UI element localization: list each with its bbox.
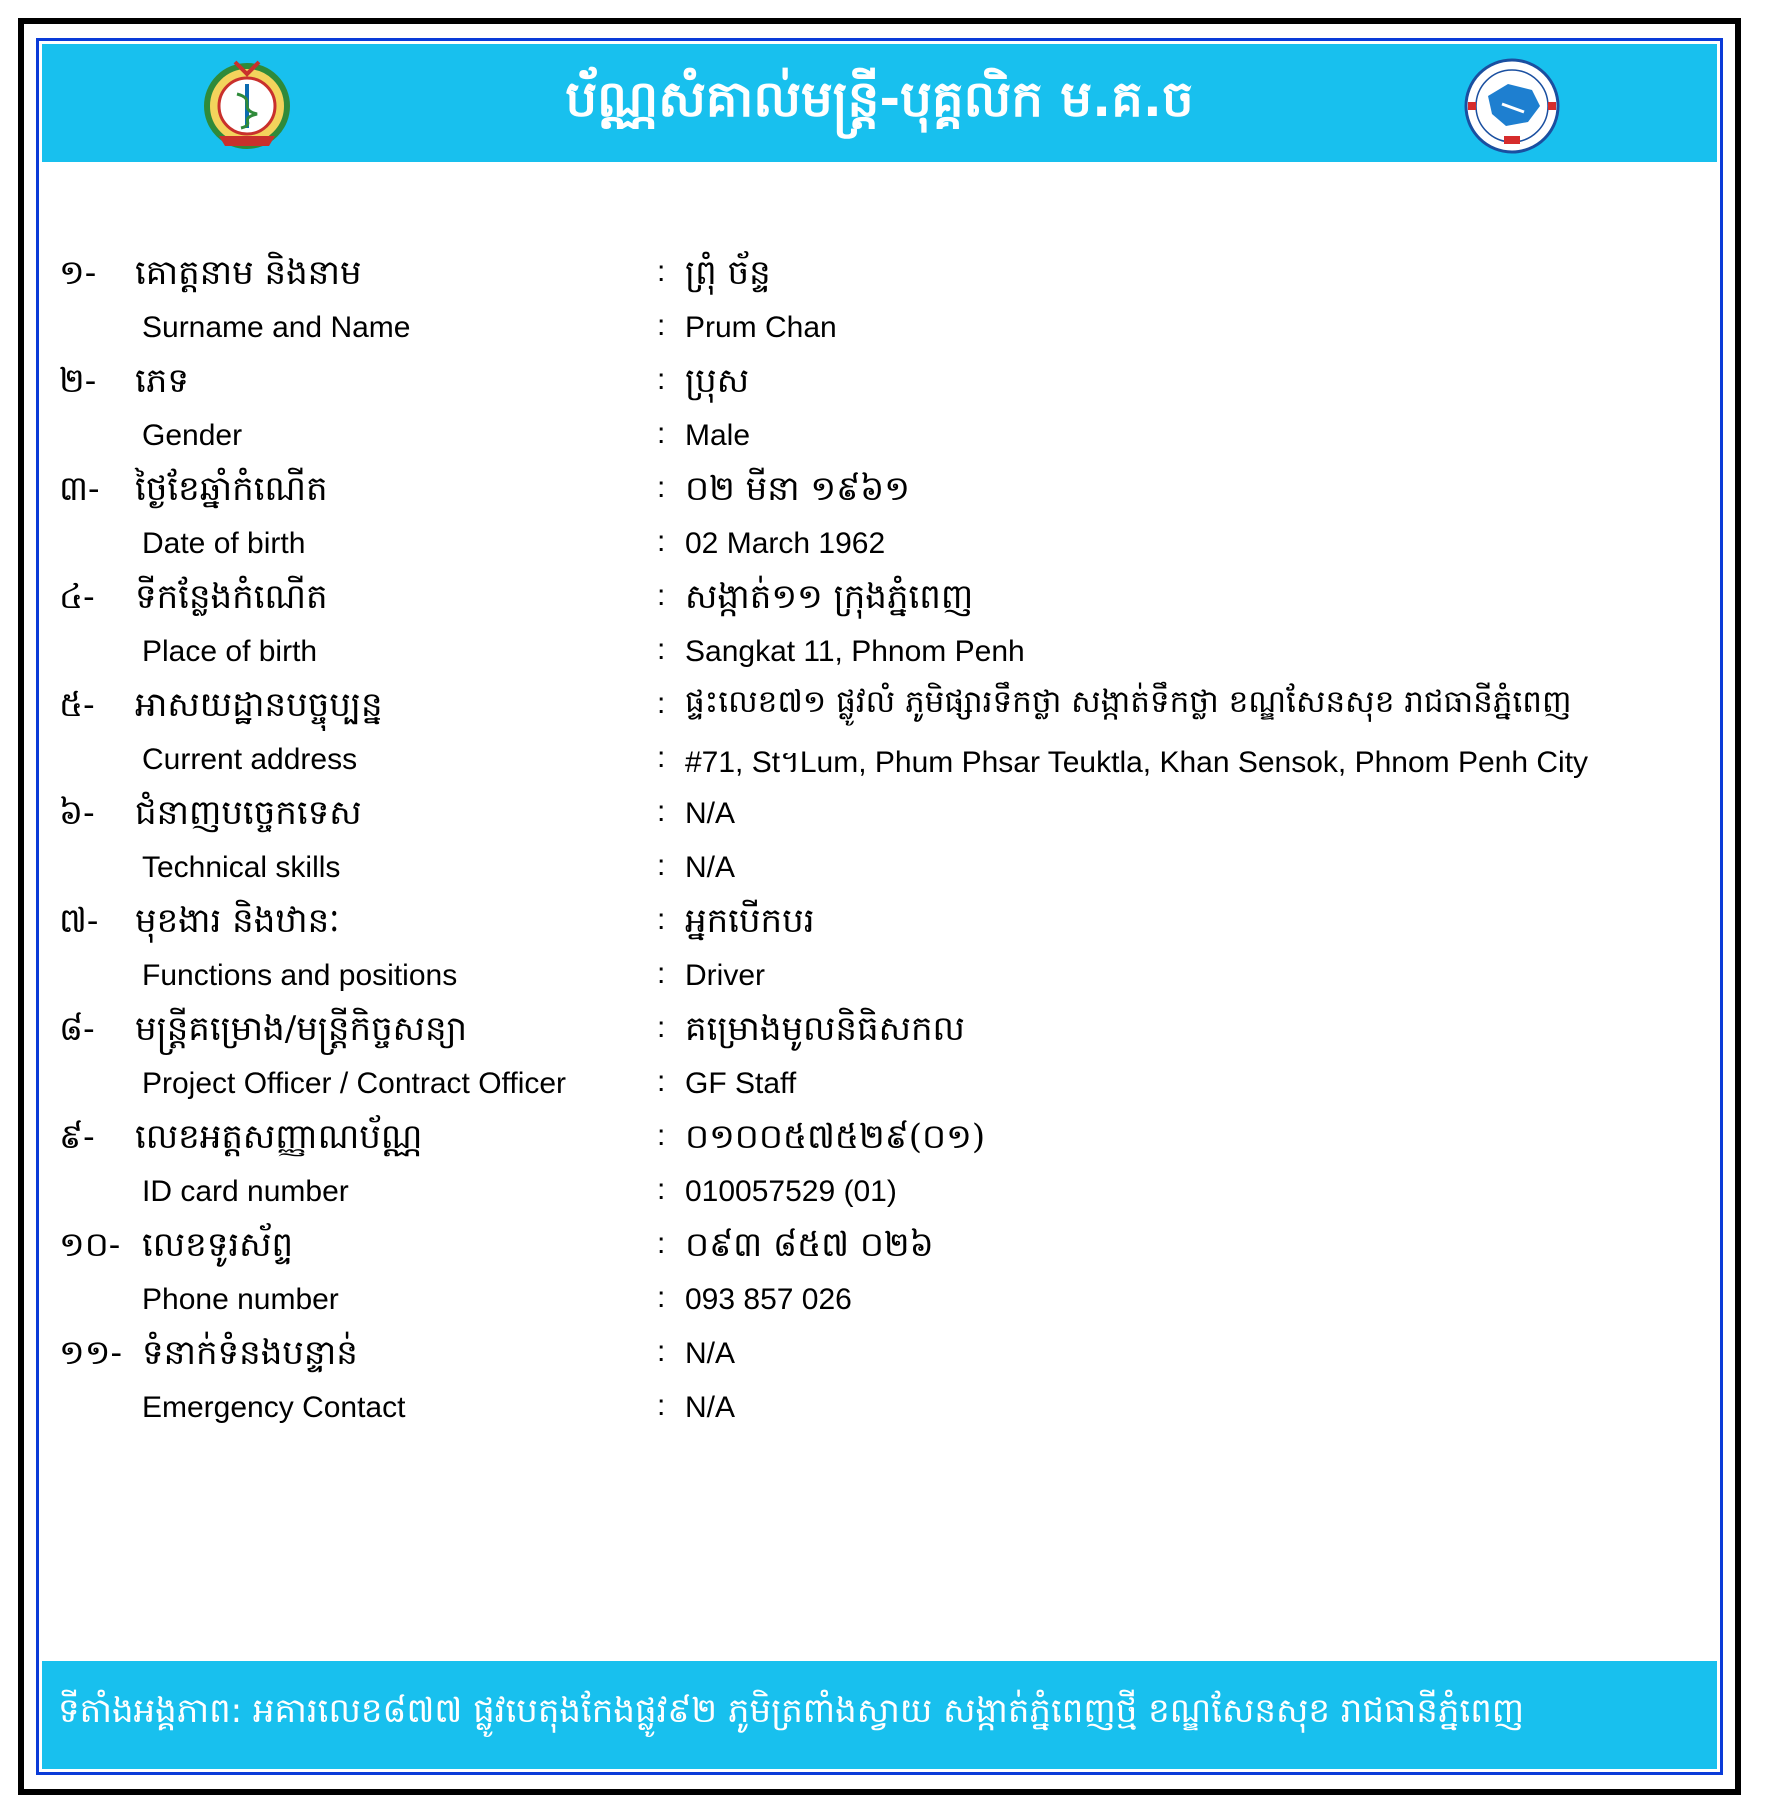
field-colon: : bbox=[657, 849, 666, 882]
field-value-english: 093 857 026 bbox=[685, 1283, 852, 1316]
field-colon: : bbox=[657, 417, 666, 450]
field-row-en bbox=[39, 629, 1720, 691]
field-value-english: N/A bbox=[685, 1391, 736, 1424]
field-row-en bbox=[39, 1277, 1720, 1339]
field-row-km bbox=[39, 683, 1720, 745]
field-colon: : bbox=[657, 1065, 666, 1098]
field-colon: : bbox=[657, 255, 666, 288]
field-row-km bbox=[39, 251, 1720, 313]
field-colon: : bbox=[657, 309, 666, 342]
field-value-english: Prum Chan bbox=[685, 311, 837, 344]
field-label-english: Functions and positions bbox=[142, 959, 458, 992]
field-label-english: Emergency Contact bbox=[142, 1391, 406, 1424]
field-label-khmer: ថ្ងៃខែឆ្នាំកំណើត bbox=[135, 469, 328, 509]
field-colon: : bbox=[657, 957, 666, 990]
field-row-km bbox=[39, 899, 1720, 961]
field-value-english: Male bbox=[685, 419, 751, 452]
field-row-km bbox=[39, 1223, 1720, 1285]
header-banner bbox=[42, 44, 1717, 162]
field-value-khmer: ផ្ទះលេខ៧១ ផ្លូវលំ ភូមិផ្សារទឹកថ្លា សង្កាត់ទឹកថ្លា ខណ្ឌសែនសុខ រាជធានីភ្នំពេញ bbox=[685, 684, 1572, 720]
field-row-km bbox=[39, 1331, 1720, 1393]
field-value-khmer: N/A bbox=[685, 797, 736, 830]
field-row-km bbox=[39, 1115, 1720, 1177]
field-value-khmer: ប្រុស bbox=[685, 361, 750, 401]
field-number: ១១- bbox=[59, 1333, 122, 1373]
field-value-english: Driver bbox=[685, 959, 765, 992]
field-colon: : bbox=[657, 471, 666, 504]
field-label-english: Place of birth bbox=[142, 635, 318, 668]
field-colon: : bbox=[657, 687, 666, 720]
field-value-khmer: គម្រោងមូលនិធិសកល bbox=[685, 1009, 965, 1049]
field-label-english: Gender bbox=[142, 419, 243, 452]
field-value-khmer: ០២ មីនា ១៩៦១ bbox=[685, 469, 910, 509]
field-number: ១០- bbox=[59, 1225, 121, 1265]
field-number: ១- bbox=[59, 253, 97, 293]
field-number: ៨- bbox=[59, 1009, 95, 1049]
field-value-english: 02 March 1962 bbox=[685, 527, 886, 560]
field-value-khmer: សង្កាត់១១ ក្រុងភ្នំពេញ bbox=[685, 577, 974, 617]
field-row-en bbox=[39, 953, 1720, 1015]
field-value-english: 010057529 (01) bbox=[685, 1175, 897, 1208]
field-number: ៣- bbox=[59, 469, 100, 509]
field-colon: : bbox=[657, 903, 666, 936]
field-row-en bbox=[39, 1169, 1720, 1231]
card-title: ប័ណ្ណសំគាល់មន្ត្រី-បុគ្គលិក ម.គ.ច bbox=[565, 70, 1194, 128]
field-colon: : bbox=[657, 1227, 666, 1260]
field-label-khmer: មុខងារ និងឋានៈ bbox=[135, 901, 340, 941]
field-value-english: Sangkat 11, Phnom Penh bbox=[685, 635, 1025, 668]
field-row-km bbox=[39, 575, 1720, 637]
field-colon: : bbox=[657, 1011, 666, 1044]
field-value-khmer: ០៩៣ ៨៥៧ ០២៦ bbox=[685, 1225, 934, 1265]
field-label-khmer: ភេទ bbox=[135, 361, 189, 401]
field-value-khmer: អ្នកបើកបរ bbox=[685, 901, 815, 941]
footer-banner bbox=[42, 1661, 1717, 1769]
field-number: ៧- bbox=[59, 901, 99, 941]
field-label-english: Current address bbox=[142, 743, 358, 776]
field-value-khmer: ព្រុំ ច័ន្ទ bbox=[685, 253, 771, 293]
field-label-khmer: អាសយដ្ឋានបច្ចុប្បន្ន bbox=[135, 685, 383, 725]
field-colon: : bbox=[657, 1389, 666, 1422]
field-row-en bbox=[39, 737, 1720, 799]
field-label-english: Phone number bbox=[142, 1283, 339, 1316]
field-colon: : bbox=[657, 633, 666, 666]
field-colon: : bbox=[657, 579, 666, 612]
field-row-km bbox=[39, 791, 1720, 853]
field-colon: : bbox=[657, 363, 666, 396]
field-row-en bbox=[39, 1385, 1720, 1447]
field-row-en bbox=[39, 845, 1720, 907]
field-row-en bbox=[39, 521, 1720, 583]
office-address: ទីតាំងអង្គភាព: អគារលេខ៨៧៧ ផ្លូវបេតុងកែងផ្លូវ៩២ ភូមិត្រពាំងស្វាយ សង្កាត់ភ្នំពេញថ្មី ខណ្ឌសែនសុខ រាជធានីភ្នំពេញ bbox=[58, 1691, 1525, 1731]
field-label-english: Project Officer / Contract Officer bbox=[142, 1067, 567, 1100]
field-label-khmer: ជំនាញបច្ចេកទេស bbox=[135, 793, 362, 833]
field-value-english: N/A bbox=[685, 851, 736, 884]
field-value-english: GF Staff bbox=[685, 1067, 797, 1100]
field-colon: : bbox=[657, 1281, 666, 1314]
field-colon: : bbox=[657, 795, 666, 828]
field-label-khmer: មន្ត្រីគម្រោង/មន្ត្រីកិច្ចសន្យា bbox=[135, 1009, 468, 1049]
field-number: ៥- bbox=[59, 685, 95, 725]
field-label-khmer: ទំនាក់ទំនងបន្ទាន់ bbox=[142, 1333, 358, 1373]
field-row-km bbox=[39, 1007, 1720, 1069]
organization-map-logo-icon bbox=[1462, 56, 1562, 156]
field-label-english: ID card number bbox=[142, 1175, 349, 1208]
field-label-english: Date of birth bbox=[142, 527, 306, 560]
field-row-en bbox=[39, 1061, 1720, 1123]
field-label-english: Surname and Name bbox=[142, 311, 411, 344]
field-number: ៤- bbox=[59, 577, 95, 617]
card-outer-border bbox=[18, 18, 1741, 1795]
field-value-khmer: N/A bbox=[685, 1337, 736, 1370]
field-label-khmer: លេខទូរស័ព្ទ bbox=[142, 1225, 294, 1265]
field-value-khmer: ០១០០៥៧៥២៩(០១) bbox=[685, 1117, 986, 1157]
field-row-km bbox=[39, 359, 1720, 421]
field-label-khmer: គោត្តនាម និងនាម bbox=[135, 253, 362, 293]
field-colon: : bbox=[657, 1119, 666, 1152]
field-row-en bbox=[39, 413, 1720, 475]
field-number: ២- bbox=[59, 361, 97, 401]
field-value-english: #71, St។Lum, Phum Phsar Teuktla, Khan Sensok, Phnom Penh City bbox=[685, 746, 1589, 779]
field-label-english: Technical skills bbox=[142, 851, 341, 884]
field-label-khmer: ទីកន្លែងកំណើត bbox=[135, 577, 328, 617]
field-colon: : bbox=[657, 525, 666, 558]
field-row-en bbox=[39, 305, 1720, 367]
field-colon: : bbox=[657, 741, 666, 774]
field-number: ៦- bbox=[59, 793, 95, 833]
field-colon: : bbox=[657, 1173, 666, 1206]
field-label-khmer: លេខអត្តសញ្ញាណប័ណ្ណ bbox=[135, 1117, 423, 1157]
field-row-km bbox=[39, 467, 1720, 529]
field-number: ៩- bbox=[59, 1117, 95, 1157]
card-inner-border bbox=[36, 38, 1723, 1775]
field-colon: : bbox=[657, 1335, 666, 1368]
